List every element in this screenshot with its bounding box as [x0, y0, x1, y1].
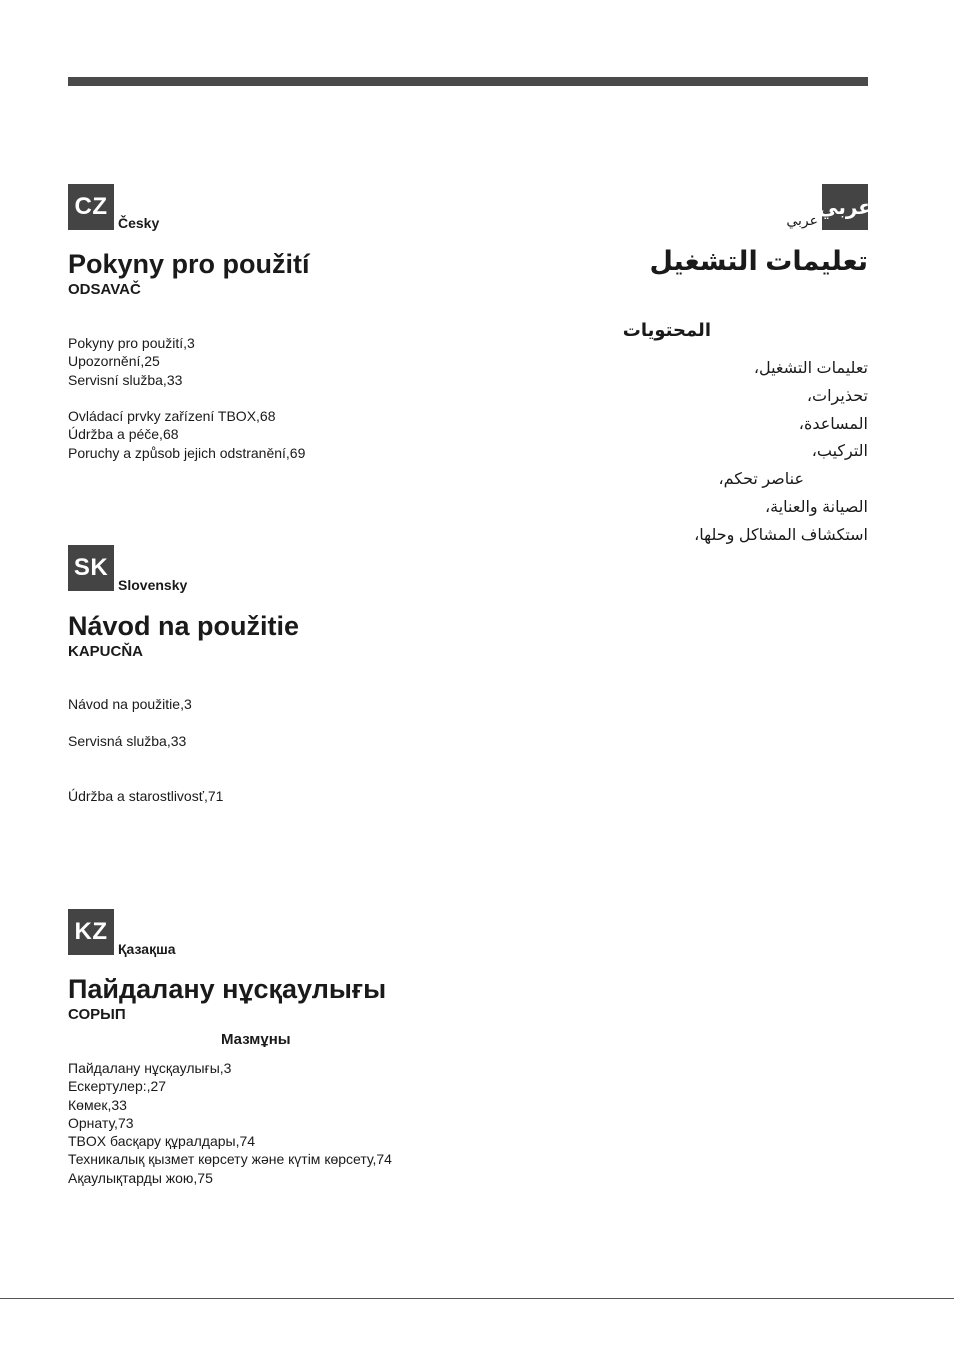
language-badge-kz: KZ [68, 909, 114, 955]
toc-item: الصيانة والعناية، [764, 498, 868, 516]
toc-item: Пайдалану нұсқаулығы,3 [68, 1060, 232, 1076]
toc-item: Орнату,73 [68, 1114, 134, 1131]
toc-item: Ақаулықтарды жою,75 [68, 1169, 213, 1186]
table-of-contents-cz [68, 334, 305, 462]
toc-item: TBOX басқару құралдары,74 [68, 1133, 256, 1150]
table-of-contents-ar [694, 355, 868, 550]
toc-item: استكشاف المشاكل وحلها، [694, 526, 868, 544]
product-name-sk: KAPUCŇA [68, 643, 143, 660]
page-title-cz: Pokyny pro použití [68, 249, 310, 279]
toc-item: عناصر تحكم، [718, 471, 804, 489]
toc-item: Upozornění,25 [68, 353, 160, 370]
toc-item: تحذيرات، [806, 387, 868, 405]
toc-item: Көмек,33 [68, 1096, 127, 1113]
top-divider-bar [68, 77, 868, 86]
product-name-cz: ODSAVAČ [68, 281, 141, 298]
toc-item: Pokyny pro použití,3 [68, 335, 195, 351]
toc-item: Servisná služba,33 [68, 733, 187, 749]
toc-item: المساعدة، [798, 415, 868, 433]
toc-item: تعليمات التشغيل، [753, 360, 868, 377]
toc-item: Servisní služba,33 [68, 371, 183, 388]
toc-item: Техникалық қызмет көрсету және күтім көрсету,74 [68, 1151, 392, 1168]
page-title-kz: Пайдалану нұсқаулығы [68, 974, 387, 1004]
toc-item: Údržba a péče,68 [68, 426, 179, 443]
language-name-sk: Slovensky [118, 577, 188, 593]
page-title-ar: تعليمات التشغيل [649, 246, 868, 276]
bottom-divider-line [0, 1298, 954, 1299]
toc-item: Poruchy a způsob jejich odstranění,69 [68, 444, 306, 461]
toc-item: التركيب، [811, 443, 868, 461]
table-of-contents-kz [68, 1059, 392, 1187]
language-badge-sk: SK [68, 545, 114, 591]
language-name-ar: عربي [786, 212, 818, 228]
language-name-cz: Česky [118, 215, 160, 231]
toc-item: Návod na použitie,3 [68, 696, 192, 712]
toc-item: Ovládací prvky zařízení TBOX,68 [68, 408, 276, 425]
language-badge-cz: CZ [68, 184, 114, 230]
page-title-sk: Návod na použitie [68, 611, 300, 641]
toc-item: Údržba a starostlivosť,71 [68, 788, 224, 804]
toc-item: Ескертулер:,27 [68, 1078, 167, 1095]
language-badge-ar: عربي [822, 184, 868, 230]
contents-heading-kz: Мазмұны [221, 1031, 291, 1048]
language-name-kz: Қазақша [118, 941, 176, 957]
contents-heading-ar: المحتويات [622, 320, 711, 340]
product-name-kz: СОРЫП [68, 1006, 126, 1023]
